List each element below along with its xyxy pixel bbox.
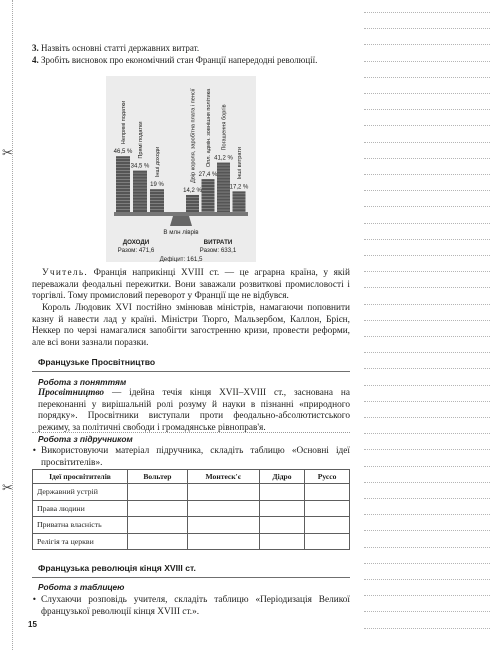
note-line: [364, 44, 490, 45]
revenue-title: ДОХОДИ: [122, 239, 150, 246]
answer-line: [32, 432, 350, 433]
revenue-total: Разом: 471,6: [117, 247, 155, 254]
note-line: [364, 255, 490, 256]
revenue-bar: [116, 156, 130, 212]
table-header: Ідеї просвітителів: [33, 470, 128, 484]
notes-margin: [360, 0, 495, 650]
note-line: [364, 77, 490, 78]
table-row: [33, 500, 350, 517]
revenue-category-label: Прямі податки: [138, 121, 144, 159]
note-line: [364, 628, 490, 629]
page-number: 15: [28, 620, 37, 629]
table-row: [33, 533, 350, 550]
note-line: [364, 514, 490, 515]
answer-cell[interactable]: [128, 484, 188, 501]
ideas-table: [32, 469, 350, 550]
table-header-row: [33, 470, 350, 484]
note-line: [364, 12, 490, 13]
note-line: [364, 304, 490, 305]
note-line: [364, 482, 490, 483]
bullet-icon: •: [32, 446, 37, 455]
note-line: [364, 158, 490, 159]
answer-cell[interactable]: [128, 517, 188, 534]
row-label: Державний устрій: [33, 484, 128, 501]
note-line: [364, 401, 490, 402]
revenue-bar: [150, 189, 164, 212]
note-line: [364, 142, 490, 143]
revenue-category-label: Інші доходи: [155, 146, 161, 178]
expense-category-label: Погашення боргів: [221, 104, 228, 151]
scissors-icon: ✂: [2, 146, 13, 161]
note-line: [364, 61, 490, 62]
note-line: [364, 125, 490, 126]
answer-cell[interactable]: [187, 484, 259, 501]
answer-cell[interactable]: [305, 517, 350, 534]
note-line: [364, 239, 490, 240]
scissors-icon: ✂: [2, 481, 13, 496]
note-line: [364, 595, 490, 596]
table-header: Вольтер: [128, 470, 188, 484]
note-line: [364, 368, 490, 369]
divider: [32, 371, 350, 372]
note-line: [364, 417, 490, 418]
bullet-icon: •: [32, 595, 37, 604]
answer-cell[interactable]: [187, 517, 259, 534]
note-line: [364, 563, 490, 564]
definition-text: Просвітництво — ідейна течія кінця XVII–XVIII ст., заснована на переконанні у вирішальній ролі розуму й науки в пізнанні «природного порядку». Просвітники виступали проти феодально-абсолютистського режиму, за політичні свободи і громадянське рівноправ'я.: [38, 388, 351, 433]
answer-cell[interactable]: [128, 533, 188, 550]
answer-cell[interactable]: [305, 533, 350, 550]
answer-cell[interactable]: [187, 500, 259, 517]
answer-cell[interactable]: [259, 484, 304, 501]
note-line: [364, 547, 490, 548]
expense-category-label: Інші витрати: [237, 146, 243, 180]
note-line: [364, 271, 490, 272]
row-label: Релігія та церкви: [33, 533, 128, 550]
note-line: [364, 223, 490, 224]
answer-cell[interactable]: [259, 517, 304, 534]
note-line: [364, 579, 490, 580]
note-line: [364, 28, 490, 29]
section-title-enlightenment: Французьке Просвітництво: [38, 357, 156, 367]
cut-gutter: [0, 0, 22, 650]
scale-beam: [114, 212, 248, 216]
cut-line: [12, 0, 13, 650]
expense-total: Разом: 633,1: [199, 247, 237, 254]
table-row: [33, 517, 350, 534]
revenue-bar: [133, 171, 147, 212]
note-line: [364, 385, 490, 386]
note-line: [364, 498, 490, 499]
table-header: Руссо: [305, 470, 350, 484]
table-header: Монтеск'є: [187, 470, 259, 484]
note-line: [364, 336, 490, 337]
expense-percent-label: 27,4 %: [198, 172, 218, 179]
expense-bar: [217, 163, 230, 212]
answer-cell[interactable]: [259, 533, 304, 550]
expense-category-label: Двір короля, заробітна плата і пенсії: [190, 88, 197, 183]
expense-bar: [233, 191, 246, 212]
row-label: Приватна власність: [33, 517, 128, 534]
table-header: Дідро: [259, 470, 304, 484]
answer-cell[interactable]: [128, 500, 188, 517]
note-line: [364, 174, 490, 175]
note-line: [364, 109, 490, 110]
note-line: [364, 466, 490, 467]
question-3: 3. Назвіть основні статті державних витрат.: [32, 43, 200, 53]
divider: [32, 577, 350, 578]
section-title-revolution: Французька революція кінця XVIII ст.: [38, 563, 196, 573]
answer-cell[interactable]: [305, 500, 350, 517]
note-line: [364, 320, 490, 321]
answer-cell[interactable]: [305, 484, 350, 501]
expense-percent-label: 41,2 %: [214, 155, 233, 162]
expense-percent-label: 17,2 %: [229, 184, 249, 191]
answer-cell[interactable]: [187, 533, 259, 550]
teacher-paragraph-2: Король Людовик XVI постійно змінював міністрів, намагаючи поповнити казну й навести лад у країні. Міністри Тюрго, Мальзербом, Каллон, Брієн, Неккер по черзі намагалися запобігти загостренню кризи, провести реформи, але всі вони зазнали поразки.: [32, 303, 350, 348]
budget-chart-svg: [106, 76, 256, 262]
revenue-percent-label: 19 %: [150, 182, 164, 189]
question-4: 4. Зробіть висновок про економічний стан Франції напередодні революції.: [32, 55, 318, 65]
task-text-revolution: Слухаючи розповідь учителя, складіть таблицю «Періодизація Великої французької революції кінця XVIII ст.».: [41, 595, 350, 617]
note-line: [364, 433, 490, 434]
expense-bar: [186, 195, 199, 212]
deficit-label: Дефіцит: 161,5: [159, 256, 203, 262]
teacher-paragraph-1: Учитель. Франція наприкінці XVIII ст. — це аграрна країна, у якій переважали феодальні пережитки. Вони заважали розвиткові промисловості і торгівлі. Тому промисловий переворот у Франції ще не відбувся.: [32, 268, 350, 302]
note-line: [364, 206, 490, 207]
subheading-table: Робота з таблицею: [38, 582, 125, 592]
expense-percent-label: 14,2 %: [183, 187, 202, 194]
budget-chart: [106, 76, 256, 262]
note-line: [364, 190, 490, 191]
revenue-percent-label: 46,5 %: [113, 149, 133, 156]
note-line: [364, 352, 490, 353]
row-label: Права людини: [33, 500, 128, 517]
subheading-concept: Робота з поняттям: [38, 377, 127, 387]
note-line: [364, 530, 490, 531]
expense-category-label: Опл. адмін. зовнішня політика: [206, 88, 212, 168]
revenue-percent-label: 34,5 %: [130, 163, 150, 170]
scale-pivot: [170, 216, 192, 226]
chart-unit: В млн ліврів: [163, 229, 199, 236]
revenue-category-label: Непрямі податки: [121, 100, 127, 145]
note-line: [364, 93, 490, 94]
expense-bar: [202, 179, 215, 212]
table-row: [33, 484, 350, 501]
subheading-textbook: Робота з підручником: [38, 434, 133, 444]
task-text: Використовуючи матеріал підручника, складіть таблицю «Основні ідеї просвітителів».: [41, 446, 350, 468]
note-line: [364, 611, 490, 612]
note-line: [364, 287, 490, 288]
expense-title: ВИТРАТИ: [203, 239, 233, 246]
note-line: [364, 449, 490, 450]
answer-cell[interactable]: [259, 500, 304, 517]
